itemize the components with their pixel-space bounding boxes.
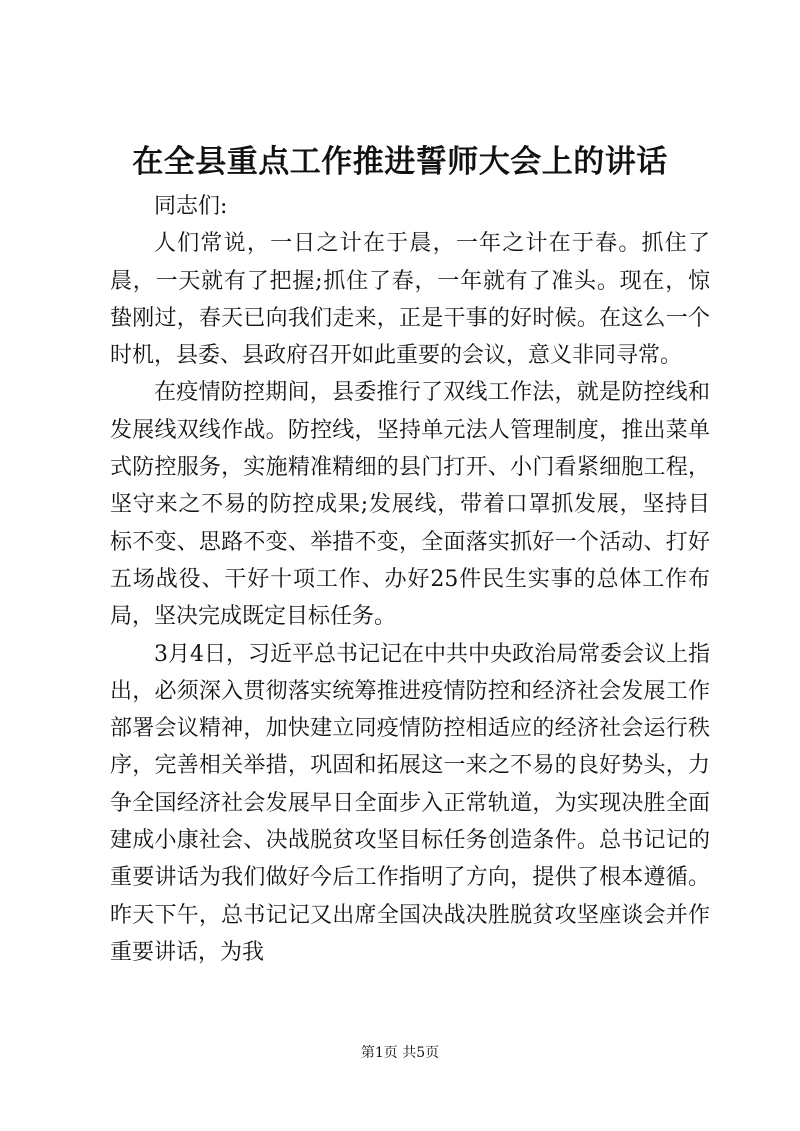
paragraph-3: 3月4日，习近平总书记记在中共中央政治局常委会议上指出，必须深入贯彻落实统筹推进疫情防控和经济社会发展工作部署会议精神，加快建立同疫情防控相适应的经济社会运行秩序，完善相关举措，巩固和拓展这一来之不易的良好势头，力争全国经济社会发展早日全面步入正常轨道，为实现决胜全面建成小康社会、决战脱贫攻坚目标任务创造条件。总书记记的重要讲话为我们做好今后工作指明了方向，提供了根本遵循。昨天下午，总书记记又出席全国决战决胜脱贫攻坚座谈会并作重要讲话，为我 [110, 641, 710, 965]
paragraph-2: 在疫情防控期间，县委推行了双线工作法，就是防控线和发展线双线作战。防控线，坚持单元法人管理制度，推出菜单式防控服务，实施精准精细的县门打开、小门看紧细胞工程，坚守来之不易的防控成果;发展线，带着口罩抓发展，坚持目标不变、思路不变、举措不变，全面落实抓好一个活动、打好五场战役、干好十项工作、办好25件民生实事的总体工作布局，坚决完成既定目标任务。 [110, 380, 710, 630]
page-footer: 第1页 共5页 [360, 1045, 440, 1061]
salutation: 同志们: [154, 194, 228, 219]
paragraph-1: 人们常说，一日之计在于晨，一年之计在于春。抓住了晨，一天就有了把握;抓住了春，一年就有了准头。现在，惊蛰刚过，春天已向我们走来，正是干事的好时候。在这么一个时机，县委、县政府召开如此重要的会议，意义非同寻常。 [110, 231, 710, 369]
document-title: 在全县重点工作推进誓师大会上的讲话 [132, 144, 668, 180]
document-body [110, 188, 710, 971]
